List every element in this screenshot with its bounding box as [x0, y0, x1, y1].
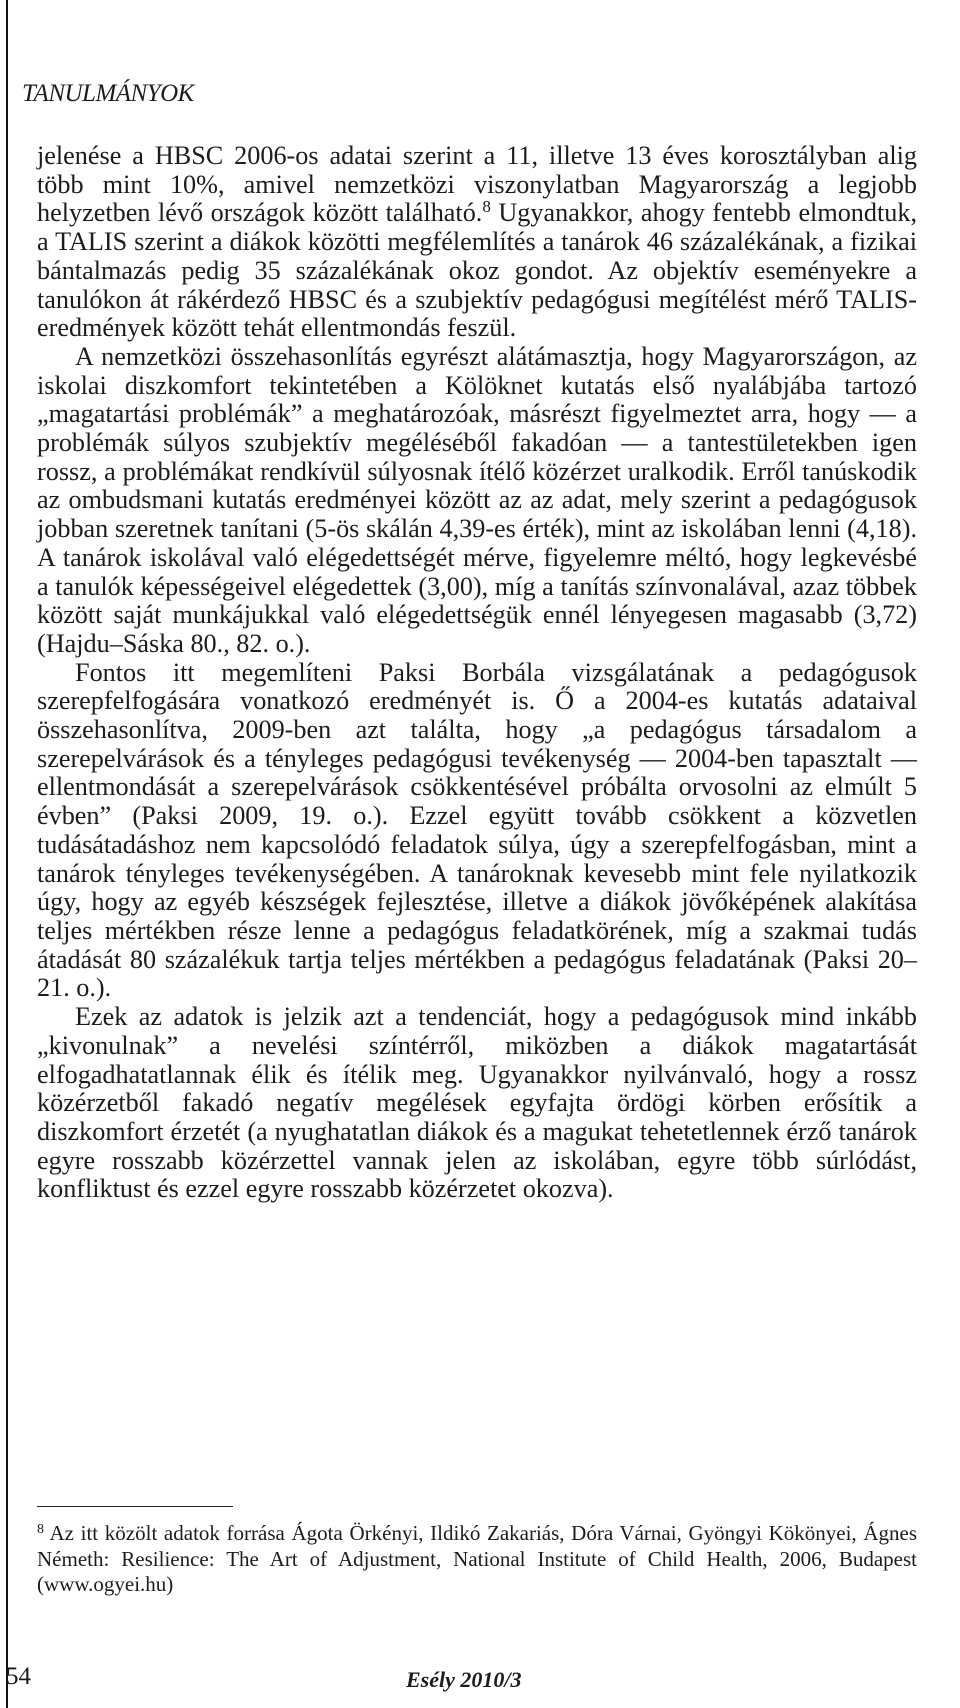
footnote-reference[interactable]: 8 [482, 197, 491, 217]
footnote-separator [37, 1506, 233, 1507]
paragraph-2: A nemzetközi összehasonlítás egyrészt alátámasztja, hogy Magyarországon, az iskolai diszkomfort tekintetében a Kölöknet kutatás első nyalábjába tartozó „magatartási problémák” a meghatározóak, másrészt figyelmeztet arra, hogy — a problémák súlyos szubjektív megéléséből fakadóan — a tantestületekben igen rossz, a problémákat rendkívül súlyosnak ítélő közérzet uralkodik. Erről tanúskodik az ombudsmani kutatás eredményei között az az adat, mely szerint a pedagógusok jobban szeretnek tanítani (5-ös skálán 4,39-es érték), mint az iskolában lenni (4,18). A tanárok iskolával való elégedettségét mérve, figyelemre méltó, hogy legkevésbé a tanulók képességeivel elégedettek (3,00), míg a tanítás színvonalával, azaz többek között saját munkájukkal való elégedettségük ennél lényegesen magasabb (3,72) (Hajdu–Sáska 80., 82. o.). [37, 341, 917, 658]
running-head: TANULMÁNYOK [22, 80, 194, 107]
page-number: 54 [6, 1663, 31, 1690]
journal-name: Esély 2010/3 [406, 1667, 522, 1692]
page-margin-rule [6, 0, 8, 1708]
footnote-number: 8 [37, 1522, 44, 1537]
footnote-text: Az itt közölt adatok forrása Ágota Örkényi, Ildikó Zakariás, Dóra Várnai, Gyöngyi Kökönyei, Ágnes Németh: Resilience: The Art of Adjustment, National Institute of Child Health, 2006, Budapest (www.ogyei.hu) [37, 1521, 917, 1596]
article-body [37, 142, 917, 1204]
paragraph-1-text-before-ref: jelenése a HBSC 2006-os adatai szerint a 11, illetve 13 éves korosztályban alig több mint 10%, amivel nemzetközi viszonylatban Magyarország a legjobb helyzetben lévő országok között található. [37, 141, 917, 228]
paragraph-1-text-after-ref: Ugyanakkor, ahogy fentebb elmondtuk, a TALIS szerint a diákok közötti megfélemlítés a tanárok 46 százalékának, a fizikai bántalmazás pedig 35 százalékának okoz gondot. Az objektív eseményekre a tanulókon át rákérdező HBSC és a szubjektív pedagógusi megítélést mérő TALIS-eredmények között tehát ellentmondás feszül. [37, 198, 917, 343]
paragraph-3: Fontos itt megemlíteni Paksi Borbála vizsgálatának a pedagógusok szerepfelfogására vonatkozó eredményét is. Ő a 2004-es kutatás adataival összehasonlítva, 2009-ben azt találta, hogy „a pedagógus társadalom a szerepelvárások és a tényleges pedagógusi tevékenység — 2004-ben tapasztalt — ellentmondását a szerepelvárások csökkentésével próbálta orvosolni az elmúlt 5 évben” (Paksi 2009, 19. o.). Ezzel együtt tovább csökkent a közvetlen tudásátadáshoz nem kapcsolódó feladatok súlya, úgy a szerepfelfogásban, mint a tanárok tényleges tevékenységében. A tanároknak kevesebb mint fele nyilatkozik úgy, hogy az egyéb készségek fejlesztése, illetve a diákok jövőképének alakítása teljes mértékben része lenne a pedagógus feladatkörének, míg a szakmai tudás átadását 80 százalékuk tartja teljes mértékben a pedagógus feladatának (Paksi 20–21. o.). [37, 657, 917, 1003]
footnote [37, 1521, 917, 1598]
paragraph-1 [37, 142, 917, 343]
paragraph-4: Ezek az adatok is jelzik azt a tendenciát, hogy a pedagógusok mind inkább „kivonulnak” a nevelési színtérről, miközben a diákok magatartását elfogadhatatlannak élik és ítélik meg. Ugyanakkor nyilvánvaló, hogy a rossz közérzetből fakadó negatív megélések egyfajta ördögi körben erősítik a diszkomfort érzetét (a nyughatatlan diákok és a magukat tehetetlennek érző tanárok egyre rosszabb közérzettel vannak jelen az iskolában, egyre több súrlódást, konfliktust és ezzel egyre rosszabb közérzetet okozva). [37, 1002, 917, 1204]
